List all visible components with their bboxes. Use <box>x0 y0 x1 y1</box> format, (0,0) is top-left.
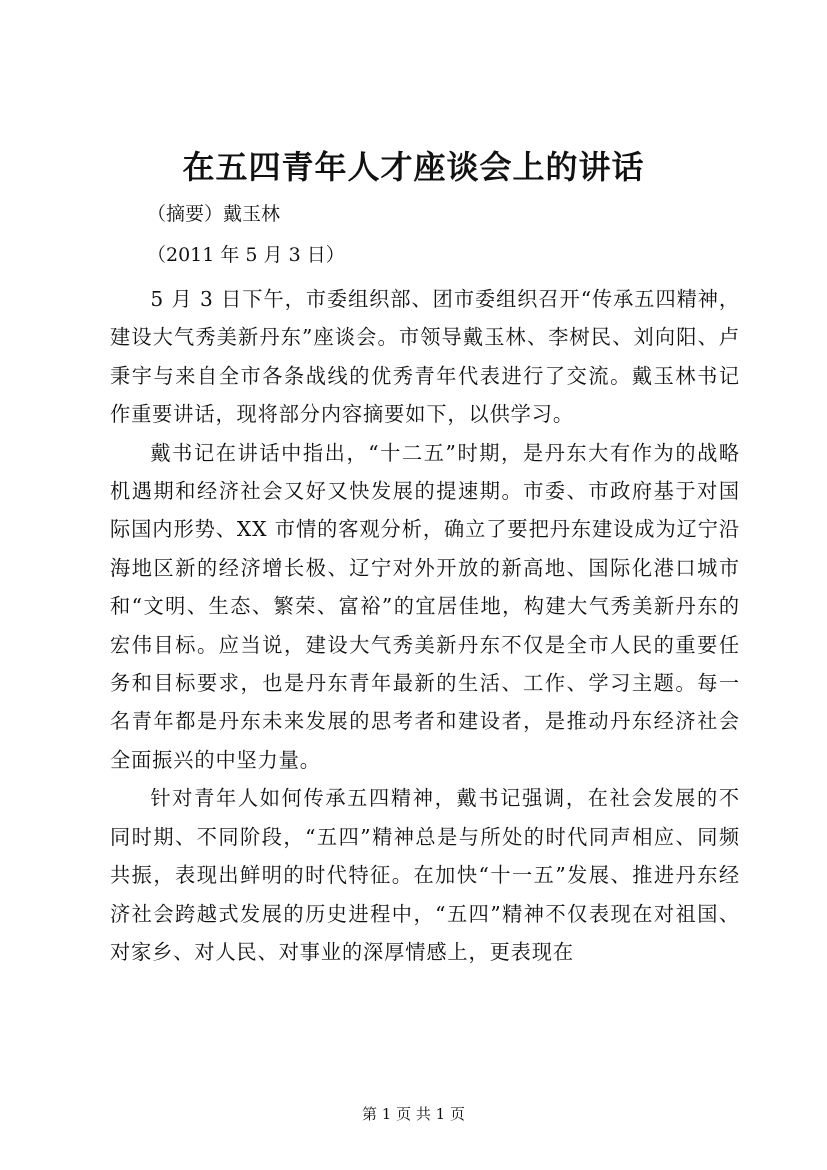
paragraph-3: 针对青年人如何传承五四精神，戴书记强调，在社会发展的不同时期、不同阶段，“五四”精神总是与所处的时代同声相应、同频共振，表现出鲜明的时代特征。在加快“十一五”发展、推进丹东经济社会跨越式发展的历史进程中，“五四”精神不仅表现在对祖国、对家乡、对人民、对事业的深厚情感上，更表现在 <box>110 786 740 964</box>
document-title: 在五四青年人才座谈会上的讲话 <box>182 148 645 186</box>
paragraph-2: 戴书记在讲话中指出，“十二五”时期，是丹东大有作为的战略机遇期和经济社会又好又快发展的提速期。市委、市政府基于对国际国内形势、XX 市情的客观分析，确立了要把丹东建设成为辽宁沿海地区新的经济增长极、辽宁对外开放的新高地、国际化港口城市和“文明、生态、繁荣、富裕”的宜居佳地，构建大气秀美新丹东的宏伟目标。应当说，建设大气秀美新丹东不仅是全市人民的重要任务和目标要求，也是丹东青年最新的生活、工作、学习主题。每一名青年都是丹东未来发展的思考者和建设者，是推动丹东经济社会全面振兴的中坚力量。 <box>110 440 740 772</box>
author-line: （摘要）戴玉林 <box>147 203 281 225</box>
speech-body <box>110 280 740 971</box>
paragraph-1: 5 月 3 日下午，市委组织部、团市委组织召开“传承五四精神，建设大气秀美新丹东”座谈会。市领导戴玉林、李树民、刘向阳、卢秉宇与来自全市各条战线的优秀青年代表进行了交流。戴玉林书记作重要讲话，现将部分内容摘要如下，以供学习。 <box>110 287 740 427</box>
page-footer: 第 1 页 共 1 页 <box>362 1105 465 1123</box>
date-line: （2011 年 5 月 3 日） <box>147 244 345 266</box>
